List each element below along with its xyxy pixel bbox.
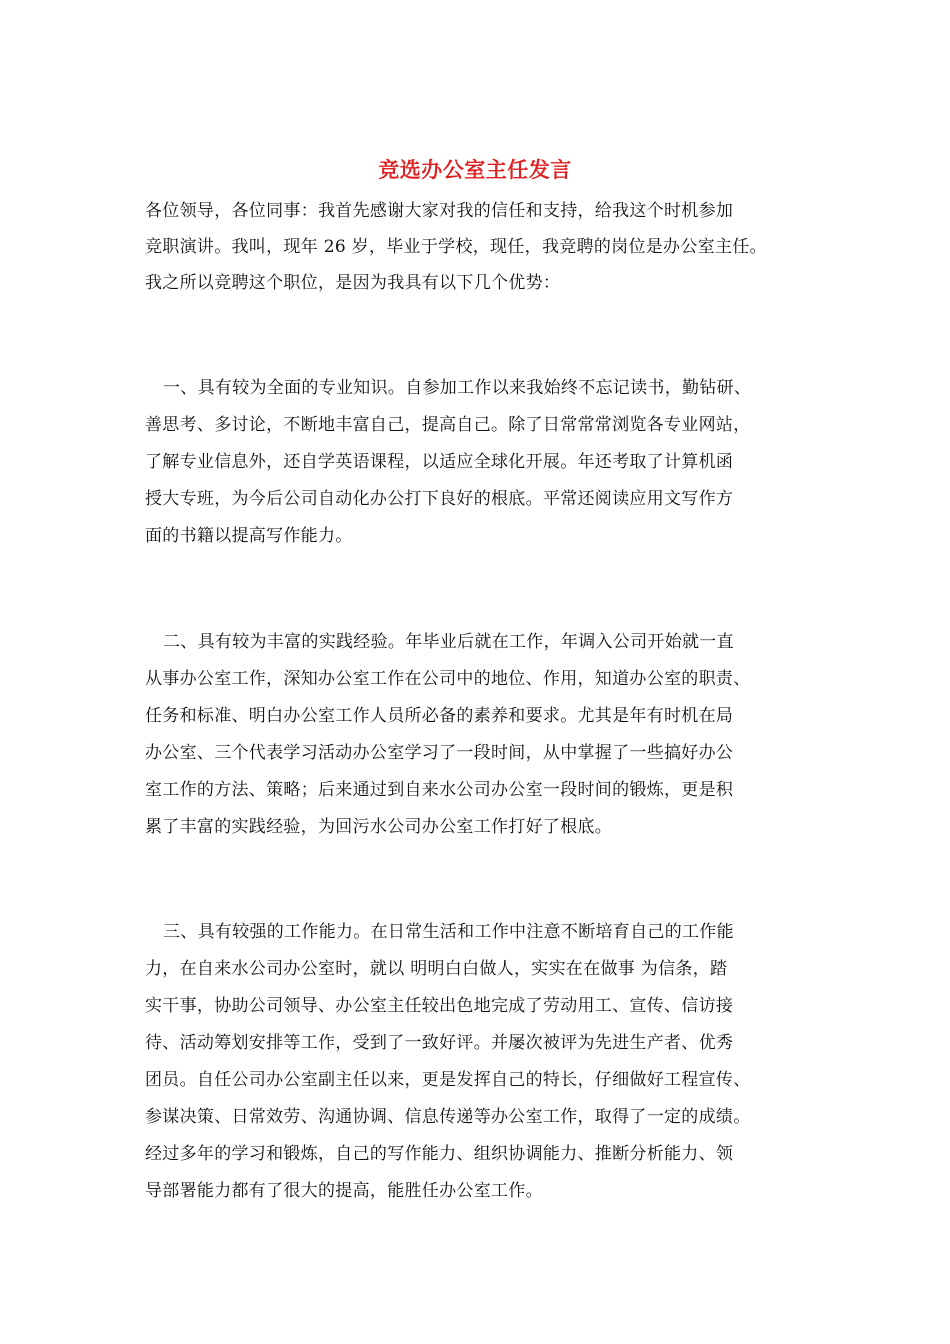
section3-line: 团员。自任公司办公室副主任以来，更是发挥自己的特长，仔细做好工程宣传、 <box>145 1070 751 1090</box>
section3-line: 经过多年的学习和锻炼，自己的写作能力、组织协调能力、推断分析能力、领 <box>145 1144 734 1164</box>
section2-line: 办公室、三个代表学习活动办公室学习了一段时间，从中掌握了一些搞好办公 <box>145 743 734 763</box>
section3-line: 力，在自来水公司办公室时，就以 明明白白做人，实实在在做事 为信条，踏 <box>145 959 728 979</box>
intro-line: 我之所以竞聘这个职位，是因为我具有以下几个优势： <box>145 273 561 293</box>
section2-line: 累了丰富的实践经验，为回污水公司办公室工作打好了根底。 <box>145 817 613 837</box>
section2-line: 任务和标准、明白办公室工作人员所必备的素养和要求。尤其是年有时机在局 <box>145 706 734 726</box>
section1-line: 授大专班，为今后公司自动化办公打下良好的根底。平常还阅读应用文写作方 <box>145 489 734 509</box>
intro-line: 各位领导，各位同事：我首先感谢大家对我的信任和支持，给我这个时机参加 <box>145 201 734 221</box>
section1-line: 面的书籍以提高写作能力。 <box>145 526 353 546</box>
section3-line: 参谋决策、日常效劳、沟通协调、信息传递等办公室工作，取得了一定的成绩。 <box>145 1107 751 1127</box>
section2-line: 二、具有较为丰富的实践经验。年毕业后就在工作，年调入公司开始就一直 <box>163 632 734 652</box>
intro-line: 竞职演讲。我叫，现年 26 岁，毕业于学校，现任，我竞聘的岗位是办公室主任。 <box>145 237 767 257</box>
section3-line: 导部署能力都有了很大的提高，能胜任办公室工作。 <box>145 1181 543 1201</box>
section3-line: 三、具有较强的工作能力。在日常生活和工作中注意不断培育自己的工作能 <box>163 922 734 942</box>
section1-line: 一、具有较为全面的专业知识。自参加工作以来我始终不忘记读书，勤钻研、 <box>163 378 752 398</box>
section2-line: 从事办公室工作，深知办公室工作在公司中的地位、作用，知道办公室的职责、 <box>145 669 751 689</box>
section3-line: 实干事，协助公司领导、办公室主任较出色地完成了劳动用工、宣传、信访接 <box>145 996 734 1016</box>
section1-line: 善思考、多讨论，不断地丰富自己，提高自己。除了日常常常浏览各专业网站， <box>145 415 751 435</box>
section3-line: 待、活动筹划安排等工作，受到了一致好评。并屡次被评为先进生产者、优秀 <box>145 1033 734 1053</box>
document-title: 竞选办公室主任发言 <box>378 157 572 182</box>
section2-line: 室工作的方法、策略；后来通过到自来水公司办公室一段时间的锻炼，更是积 <box>145 780 734 800</box>
section1-line: 了解专业信息外，还自学英语课程，以适应全球化开展。年还考取了计算机函 <box>145 452 734 472</box>
